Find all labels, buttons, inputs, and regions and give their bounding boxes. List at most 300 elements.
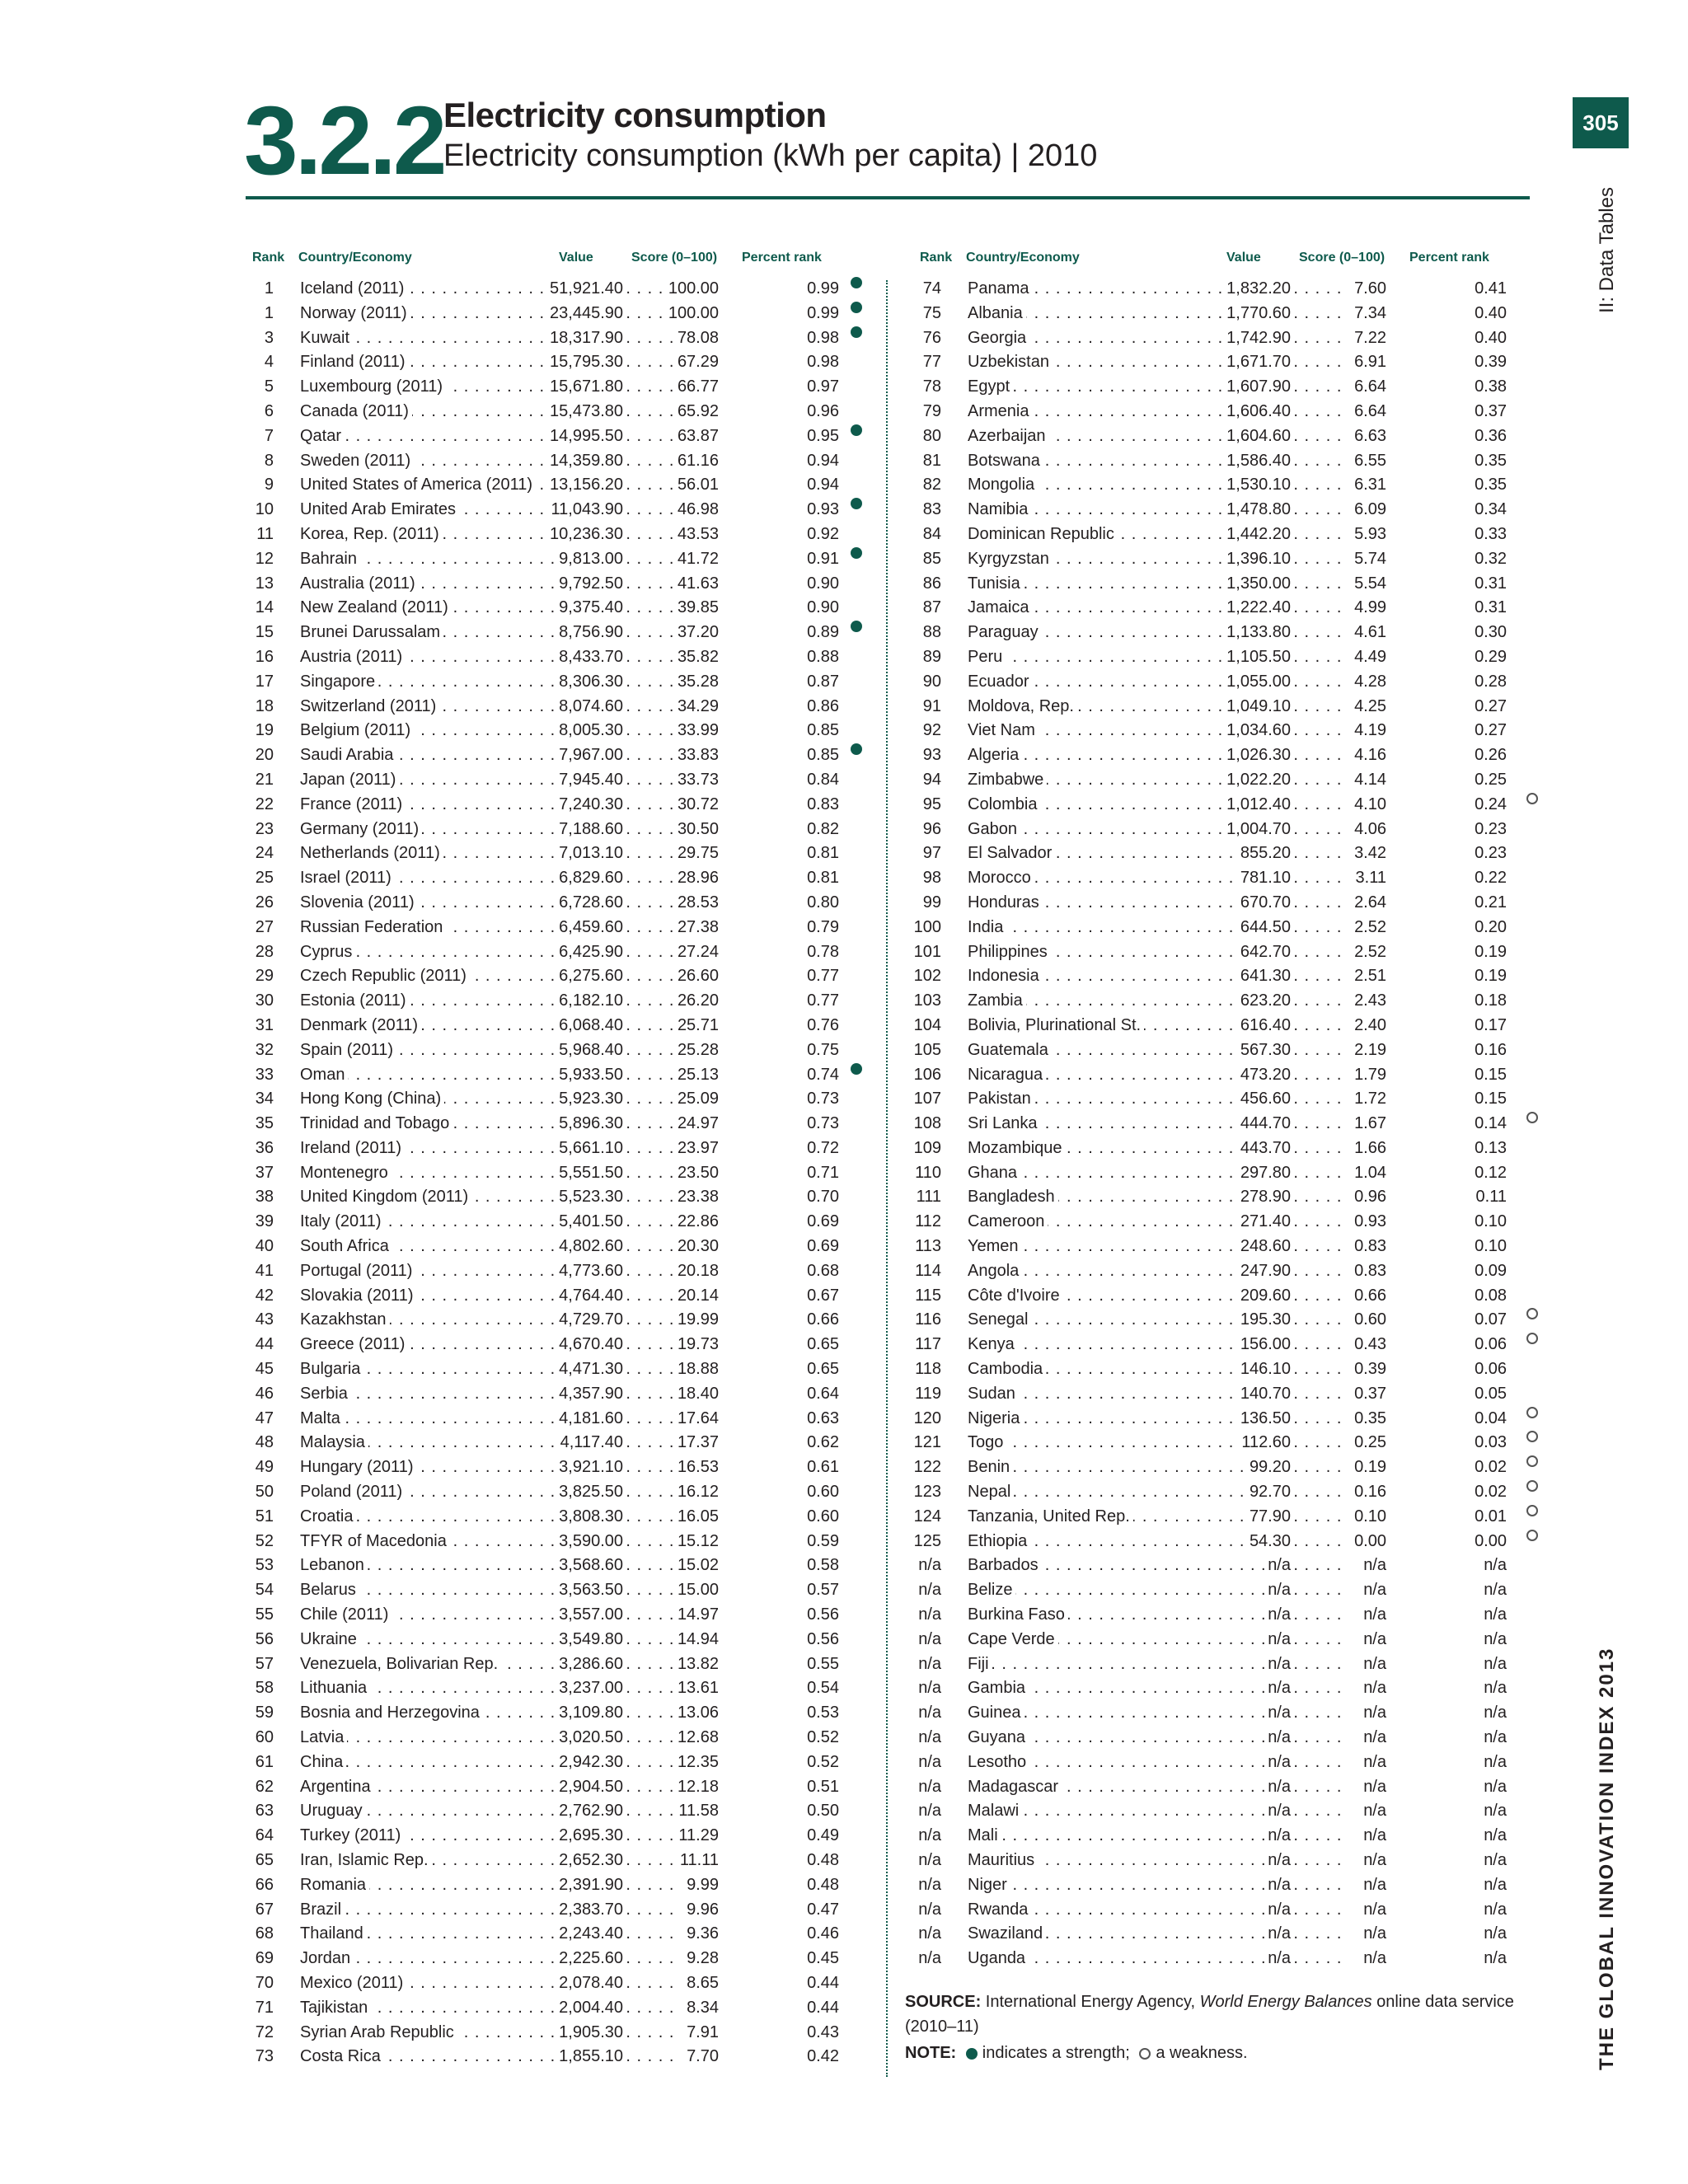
strength-dot-icon [851,498,862,509]
score-cell: 6.63 [1351,424,1388,449]
weakness-dot-icon [1526,793,1538,804]
country-cell: Montenegro [297,1161,392,1186]
value-cell: 99.20 [1246,1455,1291,1480]
country-cell: Finland (2011) [297,350,408,375]
country-cell: Pakistan [964,1087,1034,1112]
percent-rank-cell: 0.51 [804,1775,839,1800]
country-cell: Hong Kong (China) [297,1087,444,1112]
col-score-header: Score (0–100) [1299,251,1386,265]
value-cell: 1,055.00 [1223,670,1291,695]
value-cell: 92.70 [1246,1480,1291,1505]
value-cell: 456.60 [1237,1087,1291,1112]
percent-rank-cell: n/a [1480,1873,1507,1898]
table-row [913,1873,1507,1898]
value-cell: 14,995.50 [546,424,623,449]
table-row [913,743,1507,768]
percent-rank-cell: 0.63 [804,1407,839,1432]
score-cell: 0.43 [1351,1333,1388,1357]
value-cell: 2,243.40 [556,1922,623,1947]
rank-cell: 78 [922,377,941,396]
strength-dot-icon [966,2048,978,2060]
value-cell: 644.50 [1237,916,1291,940]
country-cell: Algeria [964,743,1022,768]
score-cell: 6.55 [1351,449,1388,474]
rank-cell: 40 [255,1237,274,1256]
country-cell: Hungary (2011) [297,1455,416,1480]
percent-rank-cell: 0.83 [804,793,839,818]
score-cell: 14.97 [674,1603,720,1628]
score-cell: 37.20 [674,621,720,645]
table-row [913,1750,1507,1775]
percent-rank-cell: 0.44 [804,1971,839,1996]
value-cell: 444.70 [1237,1112,1291,1137]
percent-rank-cell: 0.02 [1471,1480,1507,1505]
country-cell: Sri Lanka [964,1112,1041,1137]
table-row [913,1137,1507,1161]
table-row [913,1235,1507,1259]
table-row [246,916,839,940]
table-row [246,547,839,572]
rank-cell: 115 [915,1286,941,1305]
rank-cell: 32 [255,1040,274,1059]
country-cell: Angola [964,1259,1022,1284]
country-cell: Czech Republic (2011) [297,964,470,989]
score-cell: 0.00 [1351,1530,1388,1554]
country-cell: Honduras [964,891,1043,916]
rank-cell: 5 [264,377,274,396]
value-cell: 2,652.30 [556,1849,623,1873]
percent-rank-cell: 0.10 [1471,1235,1507,1259]
table-row [913,645,1507,670]
score-cell: 41.63 [674,572,720,597]
percent-rank-cell: n/a [1480,1578,1507,1603]
score-cell: n/a [1360,1554,1388,1578]
score-cell: 30.50 [674,818,720,842]
value-cell: 13,156.20 [546,473,623,498]
percent-rank-cell: 0.84 [804,768,839,793]
country-cell: Bolivia, Plurinational St. [964,1014,1144,1038]
weakness-dot-icon [1526,1407,1538,1418]
table-row [913,1038,1507,1063]
score-cell: 1.67 [1351,1112,1388,1137]
table-row [246,350,839,375]
rank-cell: 69 [255,1949,274,1968]
value-cell: n/a [1264,1947,1291,1971]
score-cell: 6.31 [1351,473,1388,498]
percent-rank-cell: n/a [1480,1799,1507,1824]
percent-rank-cell: n/a [1480,1676,1507,1701]
table-row [913,1308,1507,1333]
percent-rank-cell: 0.82 [804,818,839,842]
percent-rank-cell: 0.36 [1471,424,1507,449]
score-cell: 25.09 [674,1087,720,1112]
rank-cell: 98 [922,869,941,888]
value-cell: 5,933.50 [556,1063,623,1088]
score-cell: 3.42 [1351,841,1388,866]
score-cell: 63.87 [674,424,720,449]
table-row [246,1676,839,1701]
table-row [246,473,839,498]
table-row [246,743,839,768]
score-cell: 4.99 [1351,596,1388,621]
score-cell: 0.37 [1351,1382,1388,1407]
country-cell: Guatemala [964,1038,1052,1063]
weakness-dot-icon [1526,1333,1538,1344]
rank-cell: 101 [913,942,941,961]
rank-cell: 80 [922,426,941,445]
percent-rank-cell: 0.69 [804,1235,839,1259]
rank-cell: 113 [915,1237,941,1256]
score-cell: 0.35 [1351,1407,1388,1432]
rank-cell: 81 [922,451,941,470]
table-row [913,695,1507,719]
table-row [246,1554,839,1578]
rank-cell: 95 [922,794,941,813]
country-cell: Malta [297,1407,344,1432]
score-cell: 12.35 [674,1750,720,1775]
table-row [913,400,1507,424]
score-cell: 3.11 [1353,866,1388,891]
table-row [913,326,1507,351]
score-cell: 0.96 [1351,1185,1388,1210]
rank-cell: n/a [918,1556,941,1575]
value-cell: 567.30 [1237,1038,1291,1063]
score-cell: n/a [1360,1824,1388,1849]
value-cell: 2,942.30 [556,1750,623,1775]
country-cell: Germany (2011) [297,818,422,842]
percent-rank-cell: 0.52 [804,1726,839,1750]
rank-cell: 18 [255,696,274,715]
percent-rank-cell: 0.76 [804,1014,839,1038]
country-cell: Yemen [964,1235,1022,1259]
country-cell: Croatia [297,1505,356,1530]
score-cell: 0.19 [1351,1455,1388,1480]
score-cell: 23.38 [674,1185,720,1210]
source-label: SOURCE: [905,1993,982,2011]
score-cell: n/a [1360,1701,1388,1726]
table-row [913,596,1507,621]
country-cell: Guyana [964,1726,1029,1750]
table-row [913,1701,1507,1726]
rank-cell: 11 [256,524,274,543]
score-cell: n/a [1360,1799,1388,1824]
percent-rank-cell: 0.15 [1471,1063,1507,1088]
table-row [246,1185,839,1210]
score-cell: 4.16 [1351,743,1388,768]
score-cell: n/a [1360,1947,1388,1971]
score-cell: 9.99 [683,1873,720,1898]
weakness-dot-icon [1526,1530,1538,1541]
value-cell: 8,005.30 [556,719,623,743]
rank-cell: n/a [918,1629,941,1648]
value-cell: n/a [1264,1578,1291,1603]
percent-rank-cell: 0.66 [804,1308,839,1333]
rank-cell: 123 [913,1483,941,1502]
value-cell: 2,904.50 [556,1775,623,1800]
country-cell: Colombia [964,793,1040,818]
rank-cell: 94 [922,770,941,789]
value-cell: 8,074.60 [556,695,623,719]
score-cell: 25.71 [674,1014,720,1038]
percent-rank-cell: 0.88 [804,645,839,670]
percent-rank-cell: 0.87 [804,670,839,695]
rank-cell: 41 [255,1261,274,1280]
score-cell: 26.20 [674,989,720,1014]
table-row [246,1652,839,1677]
value-cell: 1,606.40 [1223,400,1291,424]
table-row [246,1971,839,1996]
value-cell: 156.00 [1237,1333,1291,1357]
value-cell: 5,523.30 [556,1185,623,1210]
country-cell: Peru [964,645,1006,670]
percent-rank-cell: 0.19 [1471,940,1507,965]
rank-cell: 30 [255,991,274,1010]
table-row [246,1824,839,1849]
value-cell: 473.20 [1237,1063,1291,1088]
table-row [913,1775,1507,1800]
percent-rank-cell: 0.77 [804,964,839,989]
country-cell: Ukraine [297,1628,360,1652]
table-row [913,818,1507,842]
value-cell: 1,770.60 [1223,302,1291,326]
percent-rank-cell: 0.22 [1471,866,1507,891]
score-cell: 18.40 [674,1382,720,1407]
value-cell: 1,832.20 [1223,277,1291,302]
percent-rank-cell: 0.38 [1471,375,1507,400]
table-row [913,1161,1507,1186]
country-cell: Nepal [964,1480,1014,1505]
country-cell: Brazil [297,1898,345,1923]
country-cell: Sweden (2011) [297,449,414,474]
value-cell: 7,188.60 [556,818,623,842]
country-cell: Paraguay [964,621,1042,645]
publication-label: THE GLOBAL INNOVATION INDEX 2013 [1596,1647,1618,2070]
country-cell: Greece (2011) [297,1333,408,1357]
table-row [246,1578,839,1603]
score-cell: 29.75 [674,841,720,866]
score-cell: 6.64 [1351,400,1388,424]
rank-cell: 72 [255,2022,274,2041]
table-row [913,1947,1507,1971]
value-cell: 4,670.40 [556,1333,623,1357]
percent-rank-cell: 0.99 [804,302,839,326]
value-cell: 23,445.90 [546,302,623,326]
rank-cell: 44 [255,1335,274,1354]
table-row [246,1284,839,1309]
value-cell: n/a [1264,1898,1291,1923]
score-cell: 100.00 [665,302,720,326]
percent-rank-cell: 0.06 [1471,1333,1507,1357]
value-cell: 2,004.40 [556,1996,623,2021]
country-cell: Guinea [964,1701,1025,1726]
rank-cell: 47 [255,1408,274,1427]
country-cell: Mozambique [964,1137,1066,1161]
left-column-headers [246,251,839,270]
table-row [246,2021,839,2046]
rank-cell: 61 [255,1752,274,1771]
value-cell: 6,728.60 [556,891,623,916]
country-cell: United States of America (2011) [297,473,536,498]
percent-rank-cell: 0.65 [804,1333,839,1357]
rank-cell: 38 [255,1188,274,1207]
rank-cell: 57 [255,1654,274,1673]
value-cell: 3,808.30 [556,1505,623,1530]
value-cell: 297.80 [1237,1161,1291,1186]
rank-cell: n/a [918,1777,941,1796]
percent-rank-cell: 0.94 [804,449,839,474]
score-cell: 4.14 [1351,768,1388,793]
table-row [913,1652,1507,1677]
score-cell: 13.06 [674,1701,720,1726]
rank-cell: 116 [915,1310,941,1329]
country-cell: Mauritius [964,1849,1038,1873]
score-cell: 2.43 [1351,989,1388,1014]
score-cell: 16.05 [674,1505,720,1530]
rank-cell: 31 [255,1015,274,1034]
source-text-after: online data service (2010–11) [905,1993,1514,2036]
score-cell: 0.25 [1351,1431,1388,1455]
country-cell: Japan (2011) [297,768,399,793]
rank-cell: 3 [264,328,274,347]
table-row [913,1455,1507,1480]
country-cell: Korea, Rep. (2011) [297,523,443,547]
score-cell: 5.93 [1351,523,1388,547]
rank-cell: n/a [918,1851,941,1869]
table-row [246,1947,839,1971]
rank-cell: 109 [913,1138,941,1157]
country-cell: Benin [964,1455,1013,1480]
value-cell: 5,401.50 [556,1210,623,1235]
rank-cell: 59 [255,1704,274,1722]
value-cell: 5,968.40 [556,1038,623,1063]
country-cell: Armenia [964,400,1032,424]
table-row [913,1382,1507,1407]
value-cell: n/a [1264,1849,1291,1873]
note-label: NOTE: [905,2044,957,2062]
rank-cell: 8 [264,451,274,470]
country-cell: Cameroon [964,1210,1048,1235]
percent-rank-cell: 0.67 [804,1284,839,1309]
score-cell: 20.18 [674,1259,720,1284]
score-cell: 39.85 [674,596,720,621]
rank-cell: n/a [918,1752,941,1771]
score-cell: 0.39 [1351,1357,1388,1382]
table-row [246,1455,839,1480]
score-cell: 33.83 [674,743,720,768]
percent-rank-cell: 0.60 [804,1480,839,1505]
percent-rank-cell: 0.44 [804,1996,839,2021]
source-publication: World Energy Balances [1199,1993,1372,2011]
rank-cell: 118 [915,1360,941,1379]
score-cell: 13.82 [674,1652,720,1677]
value-cell: 2,225.60 [556,1947,623,1971]
rank-cell: n/a [918,1728,941,1747]
score-cell: 16.12 [674,1480,720,1505]
rank-cell: 120 [913,1408,941,1427]
percent-rank-cell: 0.73 [804,1112,839,1137]
percent-rank-cell: 0.54 [804,1676,839,1701]
value-cell: 9,813.00 [556,547,623,572]
percent-rank-cell: 0.34 [1471,498,1507,523]
right-data-table [913,277,1507,1971]
percent-rank-cell: n/a [1480,1603,1507,1628]
value-cell: 2,391.90 [556,1873,623,1898]
score-cell: 8.34 [683,1996,720,2021]
score-cell: 24.97 [674,1112,720,1137]
rank-cell: 66 [255,1875,274,1894]
table-row [913,1357,1507,1382]
value-cell: 3,557.00 [556,1603,623,1628]
score-cell: 18.88 [674,1357,720,1382]
table-row [913,424,1507,449]
value-cell: 443.70 [1237,1137,1291,1161]
table-row [913,940,1507,965]
table-row [246,2045,839,2069]
score-cell: 12.18 [674,1775,720,1800]
value-cell: 14,359.80 [546,449,623,474]
score-cell: 23.50 [674,1161,720,1186]
table-row [246,1407,839,1432]
value-cell: n/a [1264,1799,1291,1824]
percent-rank-cell: 0.61 [804,1455,839,1480]
table-row [913,1530,1507,1554]
table-row [913,1259,1507,1284]
score-cell: 78.08 [674,326,720,351]
value-cell: 4,117.40 [557,1431,623,1455]
table-row [246,1308,839,1333]
value-cell: 271.40 [1237,1210,1291,1235]
percent-rank-cell: 0.79 [804,916,839,940]
rank-cell: 125 [913,1531,941,1550]
table-row [246,768,839,793]
percent-rank-cell: n/a [1480,1898,1507,1923]
country-cell: Malawi [964,1799,1022,1824]
country-cell: Dominican Republic [964,523,1118,547]
country-cell: Barbados [964,1554,1042,1578]
table-row [913,1014,1507,1038]
table-row [913,964,1507,989]
value-cell: 3,825.50 [556,1480,623,1505]
score-cell: 28.53 [674,891,720,916]
country-cell: Moldova, Rep. [964,695,1077,719]
value-cell: 7,945.40 [556,768,623,793]
percent-rank-cell: 0.69 [804,1210,839,1235]
rank-cell: n/a [918,1802,941,1821]
rank-cell: 36 [255,1138,274,1157]
score-cell: 34.29 [674,695,720,719]
country-cell: Costa Rica [297,2045,384,2069]
table-row [246,1259,839,1284]
score-cell: 0.16 [1351,1480,1388,1505]
country-cell: Belarus [297,1578,359,1603]
rank-cell: 28 [255,942,274,961]
value-cell: n/a [1264,1824,1291,1849]
rank-cell: 86 [922,574,941,593]
value-cell: 1,222.40 [1223,596,1291,621]
rank-cell: 93 [922,746,941,765]
country-cell: Mongolia [964,473,1038,498]
score-cell: n/a [1360,1849,1388,1873]
rank-cell: 56 [255,1629,274,1648]
rank-cell: 17 [255,672,274,691]
country-cell: Nicaragua [964,1063,1046,1088]
table-row [246,277,839,302]
score-cell: 20.30 [674,1235,720,1259]
country-cell: Gabon [964,818,1020,842]
value-cell: 3,109.80 [556,1701,623,1726]
country-cell: Kenya [964,1333,1018,1357]
value-cell: 6,425.90 [556,940,623,965]
